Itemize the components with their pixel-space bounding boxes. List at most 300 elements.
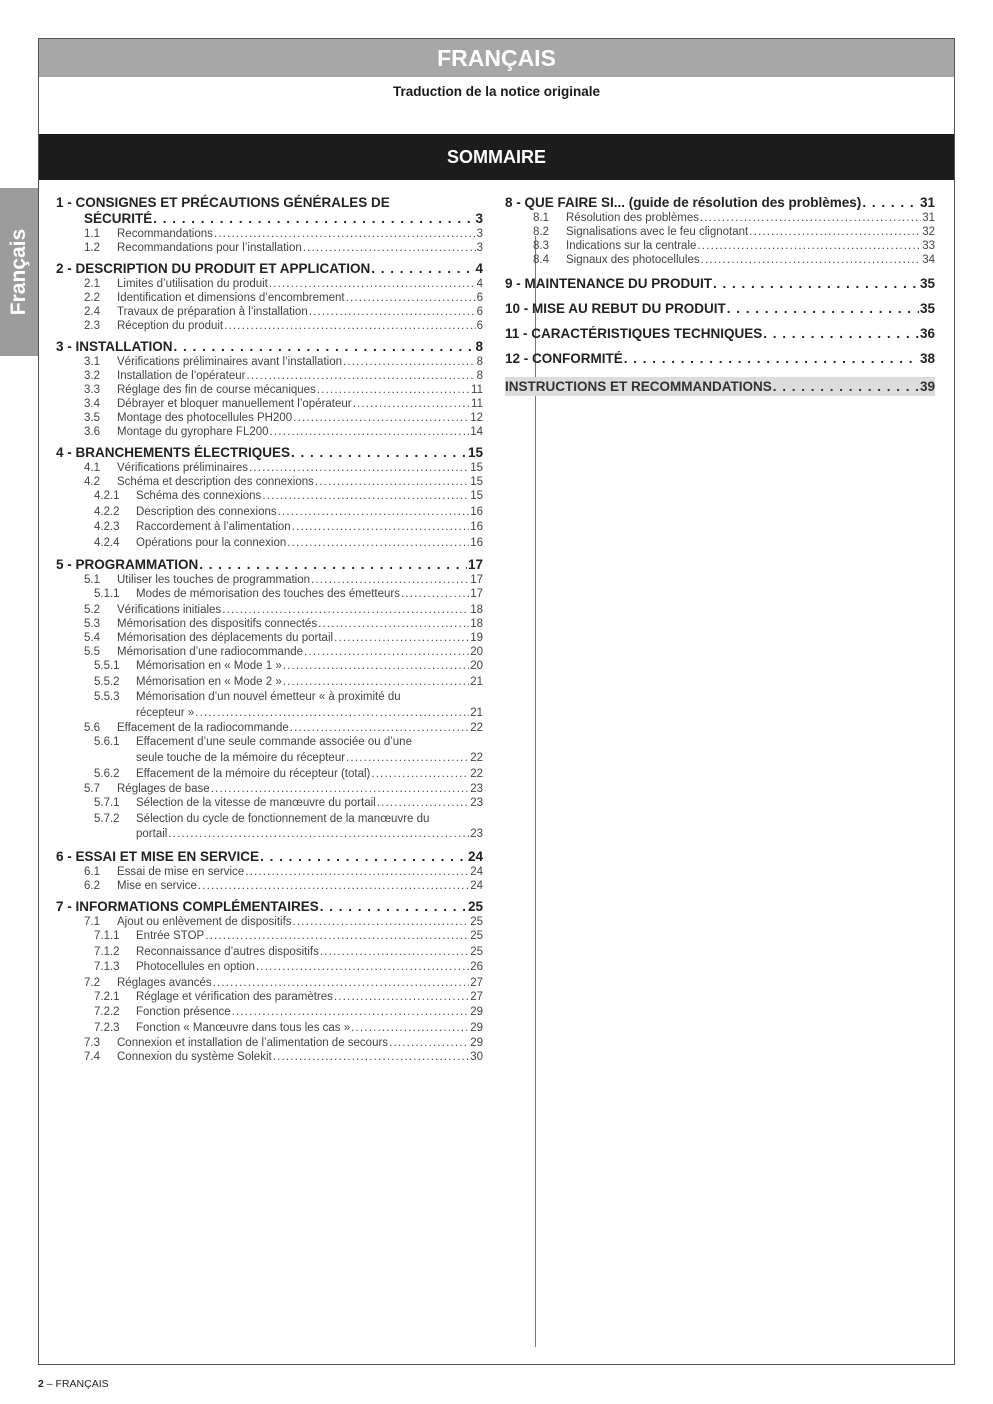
dot-leader bbox=[247, 369, 476, 383]
toc-entry[interactable] bbox=[56, 383, 483, 397]
dot-leader bbox=[773, 377, 919, 396]
toc-page-number: 17 bbox=[470, 574, 483, 587]
toc-entry-title: Recommandations pour l’installation bbox=[117, 242, 302, 254]
toc-entry[interactable] bbox=[56, 505, 483, 521]
dot-leader bbox=[249, 461, 469, 475]
toc-entry-number: 8.2 bbox=[533, 226, 549, 238]
toc-entry-title: Mémorisation d’un nouvel émetteur « à proximité du bbox=[136, 691, 401, 704]
toc-entry[interactable] bbox=[56, 929, 483, 945]
toc-entry-title: 3 - INSTALLATION bbox=[56, 339, 173, 354]
toc-entry-title: Limites d’utilisation du produit bbox=[117, 278, 268, 290]
toc-entry-title: Signaux des photocellules bbox=[566, 254, 700, 266]
toc-entry[interactable] bbox=[56, 475, 483, 489]
toc-entry-number: 4.1 bbox=[84, 462, 100, 474]
toc-entry-title: Schéma des connexions bbox=[136, 490, 262, 502]
toc-entry[interactable] bbox=[56, 291, 483, 305]
dot-leader bbox=[168, 827, 469, 843]
toc-entry-number: 7.2 bbox=[84, 976, 100, 989]
toc-entry-continuation bbox=[56, 211, 483, 227]
dot-leader bbox=[195, 706, 469, 722]
toc-entry-title: Réglages de base bbox=[117, 783, 210, 796]
toc-page-number: 32 bbox=[922, 226, 935, 238]
toc-entry[interactable] bbox=[56, 557, 483, 573]
toc-entry-multiline[interactable] bbox=[56, 812, 483, 843]
dot-leader bbox=[353, 397, 470, 411]
toc-entry-number: 4.2.2 bbox=[94, 505, 120, 518]
toc-entry-instructions[interactable] bbox=[505, 377, 935, 396]
dot-leader bbox=[174, 339, 475, 355]
toc-entry-number: 5.6 bbox=[84, 722, 100, 735]
toc-entry-title: Modes de mémorisation des touches des émetteurs bbox=[136, 588, 400, 601]
toc-entry-number: 5.7.2 bbox=[94, 812, 120, 825]
toc-page-number: 31 bbox=[922, 212, 935, 224]
toc-entry-number: 2.2 bbox=[84, 292, 100, 304]
toc-entry-title: 12 - CONFORMITÉ bbox=[505, 351, 623, 366]
toc-entry-number: 7.4 bbox=[84, 1051, 100, 1064]
toc-entry-title: Entrée STOP bbox=[136, 929, 205, 942]
toc-entry[interactable] bbox=[56, 445, 483, 461]
toc-page-number: 35 bbox=[919, 301, 935, 316]
toc-entry[interactable] bbox=[56, 782, 483, 796]
toc-entry-number: 7.2.2 bbox=[94, 1006, 120, 1019]
toc-page-number: 29 bbox=[470, 1037, 483, 1050]
toc-page-number: 12 bbox=[470, 412, 483, 424]
toc-page-number: 33 bbox=[922, 240, 935, 252]
toc-entry-number: 5.1 bbox=[84, 574, 100, 587]
dot-leader bbox=[389, 1036, 469, 1050]
toc-page-number: 21 bbox=[470, 675, 483, 688]
toc-entry[interactable] bbox=[56, 603, 483, 617]
footer-separator: – bbox=[43, 1378, 56, 1390]
dot-leader bbox=[198, 879, 469, 893]
toc-page-number: 4 bbox=[475, 261, 483, 276]
toc-entry[interactable] bbox=[505, 253, 935, 267]
toc-entry-number: 4.2.1 bbox=[94, 490, 120, 502]
toc-page-number: 6 bbox=[476, 292, 483, 304]
toc-entry-line bbox=[56, 735, 483, 751]
toc-entry-title: Schéma et description des connexions bbox=[117, 476, 314, 488]
toc-entry-number: 5.4 bbox=[84, 631, 100, 644]
toc-entry-number: 5.7 bbox=[84, 783, 100, 796]
toc-entry-continuation bbox=[56, 827, 483, 843]
toc-entry-number: 5.3 bbox=[84, 617, 100, 630]
toc-page-number: 18 bbox=[470, 603, 483, 616]
toc-entry-number: 3.4 bbox=[84, 398, 100, 410]
toc-entry[interactable] bbox=[505, 225, 935, 239]
toc-page-number: 15 bbox=[470, 462, 483, 474]
toc-entry-title: Utiliser les touches de programmation bbox=[117, 574, 311, 587]
toc-page-number: 35 bbox=[919, 276, 935, 291]
toc-page-number: 34 bbox=[922, 254, 935, 266]
language-header: FRANÇAIS bbox=[39, 39, 954, 77]
toc-entry[interactable] bbox=[56, 319, 483, 333]
toc-right-list bbox=[505, 195, 935, 367]
toc-entry-multiline[interactable] bbox=[56, 195, 483, 227]
toc-entry-title: Opérations pour la connexion bbox=[136, 536, 287, 549]
toc-entry-title: 2 - DESCRIPTION DU PRODUIT ET APPLICATION bbox=[56, 261, 371, 276]
toc-entry[interactable] bbox=[56, 1005, 483, 1021]
toc-entry-title: Vérifications préliminaires avant l’installation bbox=[117, 356, 342, 368]
toc-entry[interactable] bbox=[56, 425, 483, 439]
toc-entry-title: Résolution des problèmes bbox=[566, 212, 699, 224]
toc-entry[interactable] bbox=[56, 1021, 483, 1037]
toc-entry-number: 1.1 bbox=[84, 228, 100, 240]
toc-entry-number: 5.5.1 bbox=[94, 659, 120, 672]
toc-page-number: 17 bbox=[470, 588, 483, 601]
toc-entry[interactable] bbox=[56, 397, 483, 411]
toc-entry-title: 1 - CONSIGNES ET PRÉCAUTIONS GÉNÉRALES DE bbox=[56, 195, 390, 210]
toc-entry-number: 5.2 bbox=[84, 603, 100, 616]
toc-entry[interactable] bbox=[505, 301, 935, 317]
toc-entry-title-cont: portail bbox=[136, 828, 168, 841]
toc-entry[interactable] bbox=[56, 536, 483, 552]
dot-leader bbox=[727, 301, 919, 317]
toc-entry-title: Mémorisation des déplacements du portail bbox=[117, 631, 334, 644]
dot-leader bbox=[290, 721, 469, 735]
toc-entry[interactable] bbox=[505, 239, 935, 253]
toc-entry[interactable] bbox=[56, 355, 483, 369]
toc-entry-title: Effacement de la radiocommande bbox=[117, 722, 289, 735]
toc-entry[interactable] bbox=[56, 865, 483, 879]
dot-leader bbox=[346, 751, 469, 767]
toc-page-number: 15 bbox=[470, 476, 483, 488]
dot-leader bbox=[351, 1021, 469, 1037]
toc-page-number: 24 bbox=[467, 848, 483, 864]
toc-entry-title: Réglages avancés bbox=[117, 976, 212, 989]
side-tab-label: Français bbox=[7, 228, 30, 316]
toc-entry[interactable] bbox=[56, 960, 483, 976]
toc-page-number: 23 bbox=[470, 828, 483, 841]
toc-entry-title: Mémorisation en « Mode 2 » bbox=[136, 675, 282, 688]
toc-entry-number: 8.4 bbox=[533, 254, 549, 266]
toc-entry-title: Réglage et vérification des paramètres bbox=[136, 990, 333, 1003]
toc-page-number: 39 bbox=[919, 379, 935, 394]
toc-page-number: 20 bbox=[470, 659, 483, 672]
dot-leader bbox=[749, 225, 921, 239]
toc-page-number: 3 bbox=[475, 211, 483, 226]
toc-page-number: 11 bbox=[471, 398, 483, 410]
toc-left-column bbox=[56, 195, 483, 1064]
toc-entry-number: 1.2 bbox=[84, 242, 100, 254]
dot-leader bbox=[401, 587, 469, 603]
toc-entry[interactable] bbox=[56, 645, 483, 659]
toc-entry-number: 5.6.1 bbox=[94, 736, 120, 749]
toc-page-number: 11 bbox=[471, 384, 483, 396]
dot-leader bbox=[371, 767, 469, 783]
toc-entry-number: 3.6 bbox=[84, 426, 100, 438]
toc-entry-title: Mémorisation des dispositifs connectés bbox=[117, 617, 318, 630]
toc-entry[interactable] bbox=[56, 1036, 483, 1050]
toc-entry-line bbox=[56, 812, 483, 828]
toc-entry-number: 2.4 bbox=[84, 306, 100, 318]
toc-entry-number: 8.3 bbox=[533, 240, 549, 252]
toc-entry[interactable] bbox=[56, 945, 483, 961]
dot-leader bbox=[763, 326, 919, 342]
toc-page-number: 31 bbox=[919, 195, 935, 210]
toc-entry-title: Vérifications initiales bbox=[117, 603, 222, 616]
toc-entry-title: Réglage des fin de course mécaniques bbox=[117, 384, 316, 396]
toc-entry-number: 7.1 bbox=[84, 915, 100, 928]
toc-page-number: 8 bbox=[476, 370, 483, 382]
toc-entry[interactable] bbox=[56, 796, 483, 812]
toc-page-number: 36 bbox=[919, 326, 935, 341]
toc-page-number: 14 bbox=[470, 426, 483, 438]
dot-leader bbox=[256, 960, 469, 976]
dot-leader bbox=[377, 796, 469, 812]
dot-leader bbox=[624, 351, 919, 367]
toc-page-number: 4 bbox=[476, 278, 483, 290]
toc-entry[interactable] bbox=[56, 990, 483, 1006]
toc-entry-number: 7.1.1 bbox=[94, 929, 120, 942]
toc-entry-line bbox=[56, 690, 483, 706]
dot-leader bbox=[262, 489, 469, 505]
toc-entry[interactable] bbox=[56, 461, 483, 475]
toc-entry-title: Indications sur la centrale bbox=[566, 240, 697, 252]
toc-page-number: 22 bbox=[470, 722, 483, 735]
toc-entry-title: 8 - QUE FAIRE SI... (guide de résolution des problèmes) bbox=[505, 195, 862, 210]
toc-page-number: 18 bbox=[470, 617, 483, 630]
toc-entry[interactable] bbox=[56, 899, 483, 915]
toc-page-number: 20 bbox=[470, 645, 483, 658]
toc-entry-title: Installation de l’opérateur bbox=[117, 370, 246, 382]
toc-entry-title: Raccordement à l’alimentation bbox=[136, 521, 291, 534]
toc-entry-number: 3.2 bbox=[84, 370, 100, 382]
toc-entry[interactable] bbox=[56, 489, 483, 505]
toc-entry-title: Vérifications préliminaires bbox=[117, 462, 249, 474]
toc-entry[interactable] bbox=[56, 261, 483, 277]
dot-leader bbox=[292, 520, 470, 536]
toc-entry-number: 7.3 bbox=[84, 1037, 100, 1050]
dot-leader bbox=[315, 475, 469, 489]
toc-entry[interactable] bbox=[56, 305, 483, 319]
toc-entry-title: Effacement d’une seule commande associée ou d’une bbox=[136, 736, 412, 749]
toc-entry[interactable] bbox=[56, 1050, 483, 1064]
toc-entry[interactable] bbox=[56, 976, 483, 990]
toc-entry-title: Sélection de la vitesse de manœuvre du portail bbox=[136, 797, 376, 810]
toc-entry-title: Essai de mise en service bbox=[117, 865, 245, 878]
toc-entry[interactable] bbox=[56, 587, 483, 603]
language-side-tab bbox=[0, 188, 38, 356]
toc-entry-title: Sélection du cycle de fonctionnement de la manœuvre du bbox=[136, 812, 430, 825]
toc-page-number: 24 bbox=[470, 879, 483, 892]
toc-page-number: 3 bbox=[476, 242, 483, 254]
toc-entry-title-cont: SÉCURITÉ bbox=[84, 211, 153, 226]
toc-page-number: 30 bbox=[470, 1051, 483, 1064]
dot-leader bbox=[293, 915, 470, 929]
dot-leader bbox=[318, 617, 469, 631]
footer-page-number: 2 bbox=[38, 1378, 44, 1390]
toc-entry-title-cont: récepteur » bbox=[136, 706, 195, 719]
toc-entry-number: 7.2.3 bbox=[94, 1021, 120, 1034]
dot-leader bbox=[269, 277, 476, 291]
toc-entry[interactable] bbox=[56, 721, 483, 735]
toc-entry-title: Fonction présence bbox=[136, 1006, 231, 1019]
toc-entry-number: 6.2 bbox=[84, 879, 100, 892]
toc-entry[interactable] bbox=[56, 617, 483, 631]
toc-page-number: 25 bbox=[470, 915, 483, 928]
toc-entry-number: 5.5.2 bbox=[94, 675, 120, 688]
toc-entry-title: Reconnaissance d’autres dispositifs bbox=[136, 945, 319, 958]
toc-entry[interactable] bbox=[56, 659, 483, 675]
dot-leader bbox=[270, 425, 470, 439]
toc-entry-title: Débrayer et bloquer manuellement l’opérateur bbox=[117, 398, 352, 410]
dot-leader bbox=[293, 411, 469, 425]
toc-entry-number: 6.1 bbox=[84, 865, 100, 878]
dot-leader bbox=[862, 195, 919, 211]
toc-entry[interactable] bbox=[505, 326, 935, 342]
toc-entry-title: Réception du produit bbox=[117, 320, 224, 332]
toc-entry[interactable] bbox=[56, 520, 483, 536]
toc-entry[interactable] bbox=[505, 351, 935, 367]
toc-entry-title: Connexion et installation de l’alimentation de secours bbox=[117, 1037, 389, 1050]
toc-entry-number: 7.1.3 bbox=[94, 961, 120, 974]
dot-leader bbox=[291, 445, 467, 461]
toc-entry-number: 5.6.2 bbox=[94, 767, 120, 780]
dot-leader bbox=[211, 782, 469, 796]
toc-entry[interactable] bbox=[56, 767, 483, 783]
toc-page-number: 15 bbox=[467, 445, 483, 460]
toc-page-number: 26 bbox=[470, 961, 483, 974]
toc-entry-title: INSTRUCTIONS ET RECOMMANDATIONS bbox=[505, 379, 772, 394]
toc-page-number: 6 bbox=[476, 306, 483, 318]
dot-leader bbox=[701, 253, 922, 267]
toc-page-number: 29 bbox=[470, 1006, 483, 1019]
dot-leader bbox=[283, 659, 469, 675]
toc-page-number: 25 bbox=[467, 898, 483, 914]
toc-entry-number: 3.5 bbox=[84, 412, 100, 424]
toc-entry-title: Signalisations avec le feu clignotant bbox=[566, 226, 749, 238]
page-footer bbox=[38, 1378, 109, 1390]
toc-entry-title: Identification et dimensions d’encombrement bbox=[117, 292, 345, 304]
dot-leader bbox=[283, 675, 469, 691]
toc-page-number: 6 bbox=[476, 320, 483, 332]
dot-leader bbox=[287, 536, 469, 552]
toc-page-number: 25 bbox=[470, 929, 483, 942]
toc-page-number: 21 bbox=[470, 706, 483, 719]
toc-entry[interactable] bbox=[56, 369, 483, 383]
toc-entry-title: 11 - CARACTÉRISTIQUES TECHNIQUES bbox=[505, 326, 763, 341]
toc-page-number: 16 bbox=[470, 521, 483, 534]
dot-leader bbox=[278, 505, 470, 521]
dot-leader bbox=[304, 645, 469, 659]
dot-leader bbox=[309, 305, 476, 319]
dot-leader bbox=[260, 849, 467, 865]
toc-page-number: 8 bbox=[476, 356, 483, 368]
document-subtitle: Traduction de la notice originale bbox=[392, 84, 601, 99]
toc-entry-number: 5.7.1 bbox=[94, 797, 120, 810]
toc-entry-continuation bbox=[56, 706, 483, 722]
toc-entry-title: Ajout ou enlèvement de dispositifs bbox=[117, 915, 292, 928]
toc-entry-number: 2.1 bbox=[84, 278, 100, 290]
toc-page-number: 29 bbox=[470, 1021, 483, 1034]
dot-leader bbox=[224, 319, 475, 333]
toc-entry-title: 10 - MISE AU REBUT DU PRODUIT bbox=[505, 301, 726, 316]
toc-page-number: 16 bbox=[470, 536, 483, 549]
toc-banner: SOMMAIRE bbox=[39, 134, 954, 180]
dot-leader bbox=[222, 603, 469, 617]
toc-entry-title: Montage des photocellules PH200 bbox=[117, 412, 293, 424]
toc-entry[interactable] bbox=[56, 631, 483, 645]
dot-leader bbox=[232, 1005, 470, 1021]
toc-entry[interactable] bbox=[56, 227, 483, 241]
dot-leader bbox=[205, 929, 469, 945]
dot-leader bbox=[334, 631, 469, 645]
toc-right-column bbox=[505, 195, 935, 396]
toc-entry[interactable] bbox=[56, 849, 483, 865]
dot-leader bbox=[199, 557, 467, 573]
toc-entry[interactable] bbox=[56, 879, 483, 893]
toc-entry[interactable] bbox=[505, 211, 935, 225]
toc-entry-number: 3.3 bbox=[84, 384, 100, 396]
toc-entry-title: 9 - MAINTENANCE DU PRODUIT bbox=[505, 276, 713, 291]
toc-entry-number: 5.5 bbox=[84, 645, 100, 658]
footer-language: FRANÇAIS bbox=[55, 1378, 109, 1390]
toc-entry-title-cont: seule touche de la mémoire du récepteur bbox=[136, 751, 346, 764]
toc-entry-number: 4.2.4 bbox=[94, 536, 120, 549]
toc-page-number: 16 bbox=[470, 505, 483, 518]
toc-page-number: 27 bbox=[470, 990, 483, 1003]
dot-leader bbox=[245, 865, 469, 879]
dot-leader bbox=[320, 945, 469, 961]
toc-entry-title: Connexion du système Solekit bbox=[117, 1051, 272, 1064]
toc-entry-number: 8.1 bbox=[533, 212, 549, 224]
toc-entry-title: 5 - PROGRAMMATION bbox=[56, 557, 199, 573]
toc-entry-multiline[interactable] bbox=[56, 690, 483, 721]
toc-page-number: 22 bbox=[470, 751, 483, 764]
toc-entry-title: 6 - ESSAI ET MISE EN SERVICE bbox=[56, 848, 260, 864]
toc-entry-multiline[interactable] bbox=[56, 735, 483, 766]
toc-entry[interactable] bbox=[505, 195, 935, 211]
toc-entry-title: 7 - INFORMATIONS COMPLÉMENTAIRES bbox=[56, 898, 319, 914]
toc-entry-number: 3.1 bbox=[84, 356, 100, 368]
toc-entry-number: 5.1.1 bbox=[94, 588, 120, 601]
toc-entry-title: Description des connexions bbox=[136, 505, 277, 518]
dot-leader bbox=[334, 990, 469, 1006]
toc-entry-title: Mémorisation en « Mode 1 » bbox=[136, 659, 282, 672]
toc-entry[interactable] bbox=[56, 573, 483, 587]
toc-page-number: 17 bbox=[467, 557, 483, 573]
toc-entry[interactable] bbox=[56, 675, 483, 691]
toc-page-number: 8 bbox=[475, 339, 483, 354]
toc-entry[interactable] bbox=[505, 276, 935, 292]
toc-entry-title: Travaux de préparation à l’installation bbox=[117, 306, 308, 318]
dot-leader bbox=[700, 211, 921, 225]
toc-entry[interactable] bbox=[56, 339, 483, 355]
toc-entry-number: 4.2 bbox=[84, 476, 100, 488]
toc-entry-title: Photocellules en option bbox=[136, 961, 255, 974]
column-divider bbox=[535, 236, 536, 1347]
dot-leader bbox=[697, 239, 921, 253]
dot-leader bbox=[311, 573, 469, 587]
toc-entry-title: Montage du gyrophare FL200 bbox=[117, 426, 269, 438]
toc-page-number: 24 bbox=[470, 865, 483, 878]
dot-leader bbox=[346, 291, 476, 305]
dot-leader bbox=[371, 261, 474, 277]
toc-page-number: 38 bbox=[919, 351, 935, 366]
toc-entry[interactable] bbox=[56, 241, 483, 255]
dot-leader bbox=[303, 241, 476, 255]
toc-page-number: 27 bbox=[470, 976, 483, 989]
toc-entry[interactable] bbox=[56, 277, 483, 291]
toc-entry[interactable] bbox=[56, 915, 483, 929]
toc-entry-title: Mémorisation d’une radiocommande bbox=[117, 645, 304, 658]
toc-entry[interactable] bbox=[56, 411, 483, 425]
dot-leader bbox=[343, 355, 476, 369]
dot-leader bbox=[317, 383, 470, 397]
toc-entry-number: 7.1.2 bbox=[94, 945, 120, 958]
dot-leader bbox=[273, 1050, 470, 1064]
toc-page-number: 22 bbox=[470, 767, 483, 780]
